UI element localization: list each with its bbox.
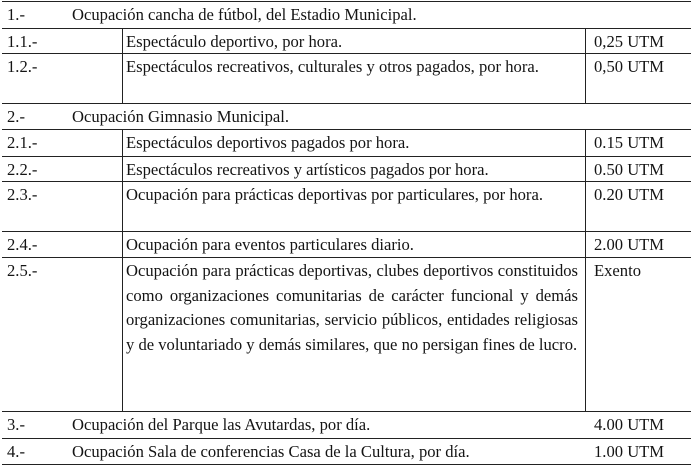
table-row-1-2	[2, 53, 691, 104]
item-description: Ocupación para prácticas deportivas, clubes deportivos constituidos como organizaciones comunitarias de carácter funcional y demás organizaciones comunitarias, servicio públicos, entidades religiosas y de voluntariado y demás similares, que no persigan fines de lucro.	[126, 261, 578, 354]
item-description: Espectáculos recreativos y artísticos pagados por hora.	[126, 160, 489, 179]
item-value: 0,25 UTM	[594, 32, 665, 51]
table-row-2-4	[2, 231, 691, 258]
item-value: 2.00 UTM	[594, 235, 665, 254]
item-value: 1.00 UTM	[594, 442, 665, 461]
column-rule	[122, 129, 123, 411]
item-value: 0.20 UTM	[594, 185, 665, 204]
table-row-2-1	[2, 129, 691, 157]
table-row-2-3	[2, 181, 691, 232]
item-number: 2.5.-	[7, 261, 38, 280]
table-row-section-2	[2, 103, 691, 130]
column-rule	[122, 28, 123, 103]
table-row-2-5	[2, 257, 691, 412]
item-value: 0,50 UTM	[594, 57, 665, 76]
column-rule	[585, 28, 586, 103]
item-number: 4.-	[7, 442, 25, 461]
column-rule	[585, 129, 586, 411]
table-row-3	[2, 411, 691, 439]
item-description: Ocupación del Parque las Avutardas, por día.	[72, 415, 371, 434]
item-number: 3.-	[7, 415, 25, 434]
item-value: Exento	[594, 261, 642, 280]
table-row-2-2	[2, 156, 691, 182]
item-number: 2.2.-	[7, 160, 38, 179]
item-description: Espectáculos deportivos pagados por hora.	[126, 133, 410, 152]
item-number: 2.1.-	[7, 133, 38, 152]
item-number: 2.4.-	[7, 235, 38, 254]
item-description: Espectáculo deportivo, por hora.	[126, 32, 343, 51]
item-number: 2.3.-	[7, 185, 38, 204]
item-value: 0.50 UTM	[594, 160, 665, 179]
section-number: 2.-	[7, 107, 25, 126]
item-number: 1.1.-	[7, 32, 38, 51]
section-title: Ocupación Gimnasio Municipal.	[72, 107, 290, 126]
item-value: 0.15 UTM	[594, 133, 665, 152]
item-description: Ocupación para prácticas deportivas por particulares, por hora.	[126, 185, 543, 204]
table-row-section-1	[2, 1, 691, 29]
item-number: 1.2.-	[7, 57, 38, 76]
fee-table	[2, 1, 691, 470]
section-title: Ocupación cancha de fútbol, del Estadio Municipal.	[72, 5, 417, 24]
item-description: Espectáculos recreativos, culturales y otros pagados, por hora.	[126, 57, 539, 76]
item-description: Ocupación para eventos particulares diario.	[126, 235, 414, 254]
item-description: Ocupación Sala de conferencias Casa de la Cultura, por día.	[72, 442, 470, 461]
table-row-1-1	[2, 28, 691, 54]
item-value: 4.00 UTM	[594, 415, 665, 434]
section-number: 1.-	[7, 5, 25, 24]
table-row-4	[2, 438, 691, 465]
